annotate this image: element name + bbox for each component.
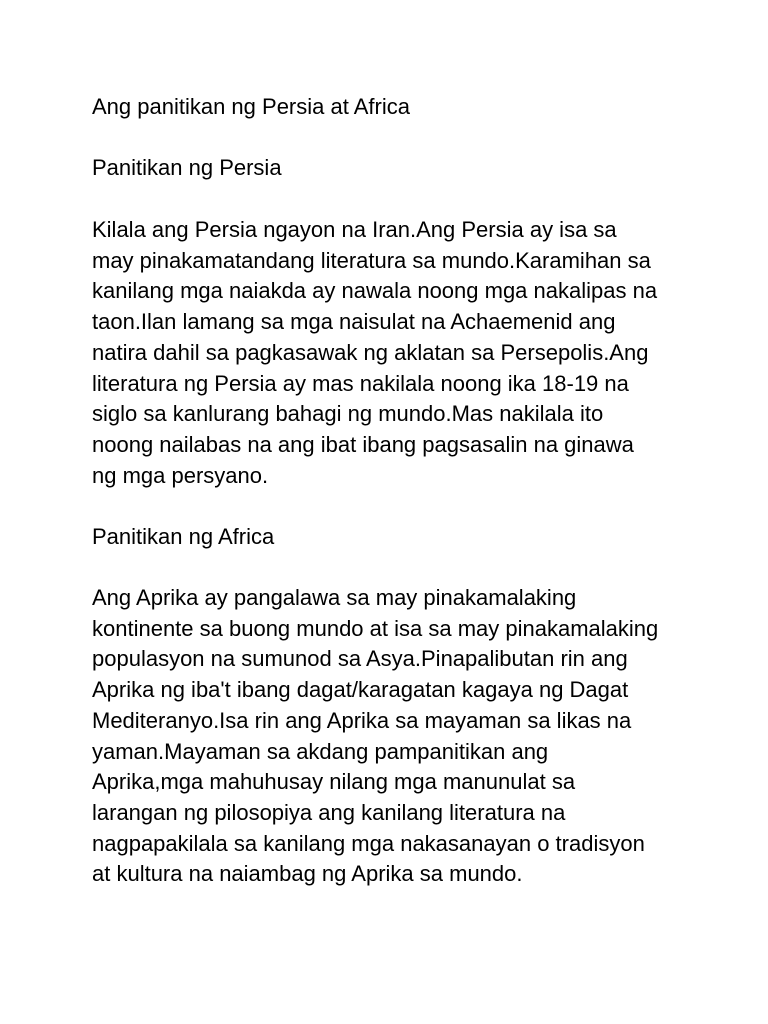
paragraph-africa: [92, 583, 658, 890]
paragraph-line: siglo sa kanlurang bahagi ng mundo.Mas nakilala ito: [92, 401, 604, 427]
document-title: Ang panitikan ng Persia at Africa: [92, 94, 410, 119]
paragraph-line: at kultura na naiambag ng Aprika sa mundo.: [92, 861, 523, 887]
paragraph-line: may pinakamatandang literatura sa mundo.Karamihan sa: [92, 247, 651, 273]
paragraph-line: Aprika,mga mahuhusay nilang mga manunulat sa: [92, 769, 576, 795]
paragraph-line: yaman.Mayaman sa akdang pampanitikan ang: [92, 738, 549, 764]
paragraph-line: Mediteranyo.Isa rin ang Aprika sa mayaman sa likas na: [92, 707, 632, 733]
paragraph-line: populasyon na sumunod sa Asya.Pinapalibutan rin ang: [92, 646, 628, 672]
section-heading-persia: Panitikan ng Persia: [92, 155, 282, 180]
paragraph-line: natira dahil sa pagkasawak ng aklatan sa Persepolis.Ang: [92, 339, 649, 365]
paragraph-line: noong nailabas na ang ibat ibang pagsasalin na ginawa: [92, 431, 634, 457]
paragraph-line: taon.Ilan lamang sa mga naisulat na Achaemenid ang: [92, 309, 616, 335]
paragraph-line: Ang Aprika ay pangalawa sa may pinakamalaking: [92, 585, 577, 610]
paragraph-persia: [92, 215, 657, 491]
paragraph-line: nagpapakilala sa kanilang mga nakasanayan o tradisyon: [92, 830, 645, 856]
paragraph-line: Kilala ang Persia ngayon na Iran.Ang Persia ay isa sa: [92, 217, 617, 242]
paragraph-line: larangan ng pilosopiya ang kanilang literatura na: [92, 799, 566, 825]
paragraph-line: Aprika ng iba't ibang dagat/karagatan kagaya ng Dagat: [92, 677, 629, 703]
section-heading-africa: Panitikan ng Africa: [92, 524, 275, 549]
paragraph-line: ng mga persyano.: [92, 462, 269, 488]
paragraph-line: kanilang mga naiakda ay nawala noong mga nakalipas na: [92, 278, 658, 304]
paragraph-line: literatura ng Persia ay mas nakilala noong ika 18-19 na: [92, 370, 629, 396]
paragraph-line: kontinente sa buong mundo at isa sa may pinakamalaking: [92, 615, 659, 641]
